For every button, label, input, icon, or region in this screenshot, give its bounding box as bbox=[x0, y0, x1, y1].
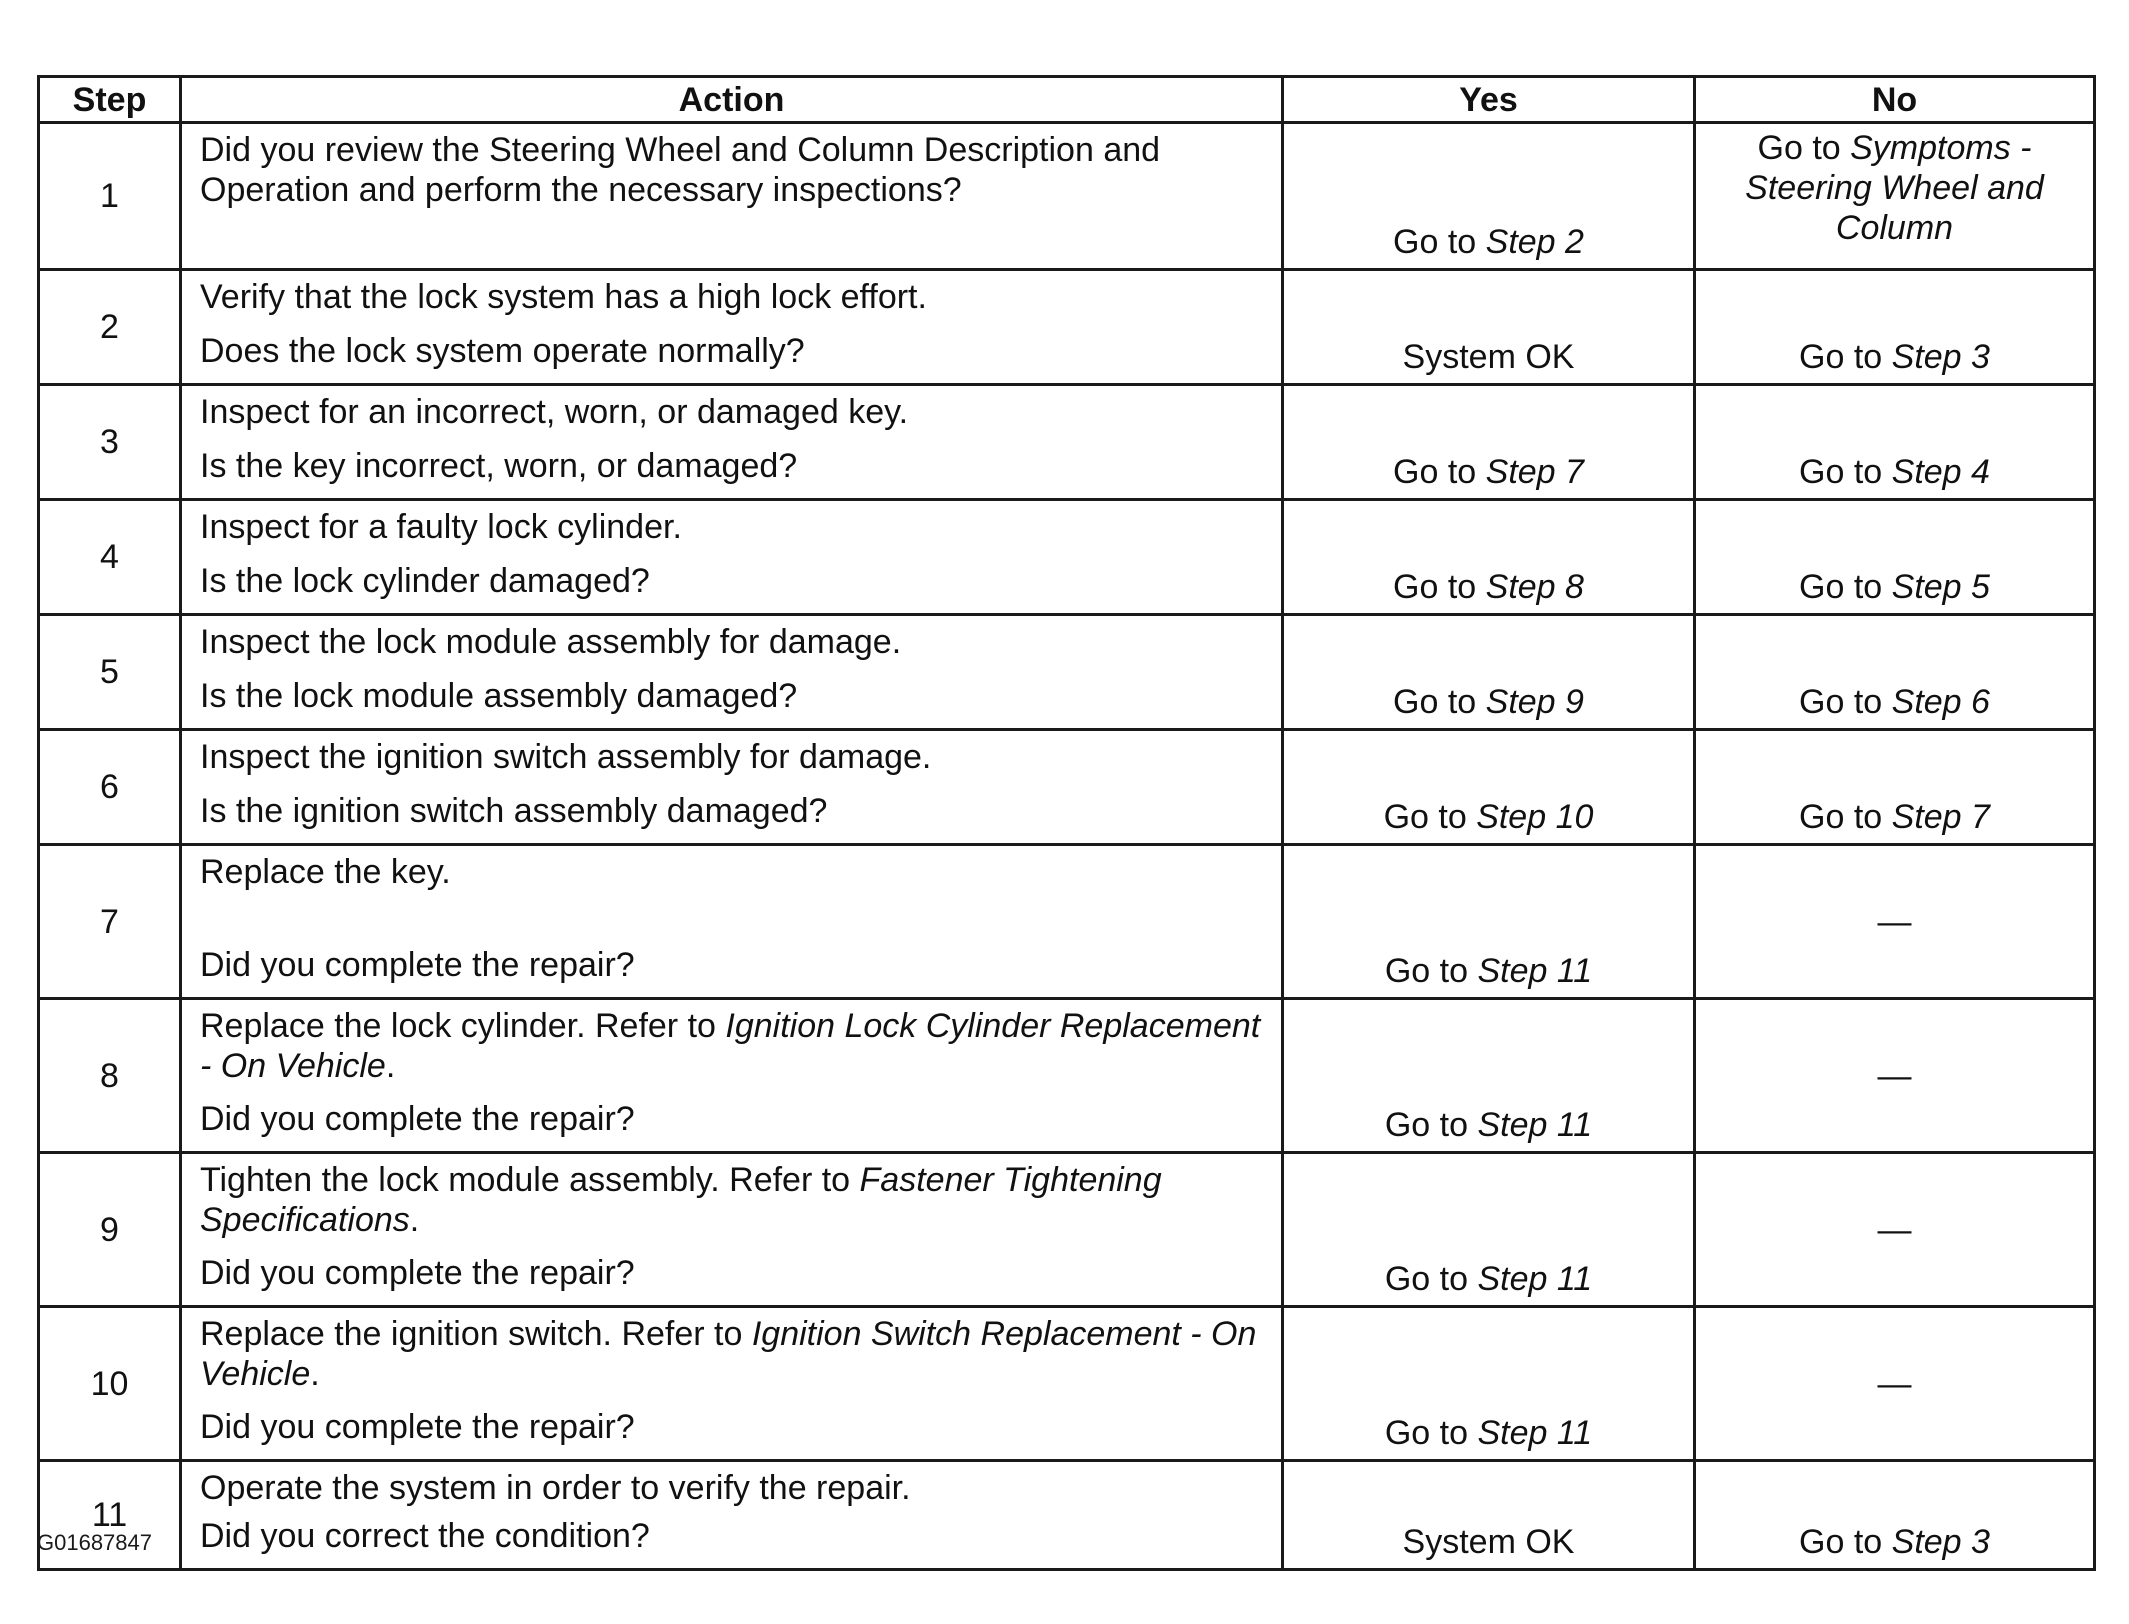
yes-prefix: Go to bbox=[1384, 1106, 1478, 1144]
no-prefix: Go to bbox=[1799, 338, 1892, 376]
diagnostic-table bbox=[37, 75, 2096, 1571]
yes-step-link[interactable]: Step 10 bbox=[1476, 798, 1594, 836]
no-dash: — bbox=[1695, 1153, 2095, 1307]
action-text: Verify that the lock system has a high lock effort. bbox=[200, 278, 927, 316]
no-prefix: Go to bbox=[1799, 1523, 1892, 1561]
no-step-link[interactable]: Step 3 bbox=[1891, 1523, 1990, 1561]
header-action: Action bbox=[181, 77, 1283, 123]
action-text: Operate the system in order to verify the repair. bbox=[200, 1469, 911, 1507]
yes-step-link[interactable]: Step 11 bbox=[1477, 952, 1593, 990]
step-number: 7 bbox=[39, 845, 181, 999]
action-question: Did you complete the repair? bbox=[200, 1100, 635, 1138]
no-cell[interactable] bbox=[1695, 1461, 2095, 1570]
yes-prefix: Go to bbox=[1384, 1414, 1478, 1452]
action-text-suffix: . bbox=[385, 1047, 396, 1085]
action-question: Did you complete the repair? bbox=[200, 1254, 635, 1292]
step-number: 4 bbox=[39, 500, 181, 615]
table-row bbox=[39, 615, 2095, 730]
table-row bbox=[39, 845, 2095, 999]
yes-prefix: Go to bbox=[1393, 683, 1486, 721]
no-symptoms-link[interactable]: Symptoms - Steering Wheel and Column bbox=[1745, 129, 2044, 247]
yes-cell[interactable] bbox=[1283, 615, 1695, 730]
step-number: 11 bbox=[39, 1461, 181, 1570]
no-prefix: Go to bbox=[1757, 129, 1851, 167]
yes-cell[interactable] bbox=[1283, 385, 1695, 500]
header-step: Step bbox=[39, 77, 181, 123]
action-cell bbox=[181, 500, 1283, 615]
procedure-reference-link[interactable]: Fastener Tightening Specifications bbox=[200, 1161, 1162, 1239]
action-text-lead: Replace the ignition switch. Refer to bbox=[200, 1315, 752, 1353]
no-prefix: Go to bbox=[1799, 798, 1892, 836]
action-text-suffix: . bbox=[310, 1355, 320, 1393]
action-cell bbox=[181, 845, 1283, 999]
header-yes: Yes bbox=[1283, 77, 1695, 123]
step-number: 8 bbox=[39, 999, 181, 1153]
no-step-link[interactable]: Step 5 bbox=[1891, 568, 1990, 606]
step-number: 5 bbox=[39, 615, 181, 730]
yes-cell: System OK bbox=[1283, 270, 1695, 385]
action-text bbox=[200, 1160, 1263, 1240]
no-cell[interactable] bbox=[1695, 385, 2095, 500]
no-prefix: Go to bbox=[1799, 683, 1892, 721]
no-dash: — bbox=[1695, 1307, 2095, 1461]
action-text-lead: Tighten the lock module assembly. Refer to bbox=[200, 1161, 860, 1199]
action-cell bbox=[181, 615, 1283, 730]
action-question: Is the lock cylinder damaged? bbox=[200, 562, 650, 600]
action-question: Is the lock module assembly damaged? bbox=[200, 677, 798, 715]
yes-cell[interactable] bbox=[1283, 730, 1695, 845]
action-question: Did you complete the repair? bbox=[200, 946, 635, 984]
no-dash: — bbox=[1695, 999, 2095, 1153]
no-prefix: Go to bbox=[1799, 453, 1892, 491]
yes-prefix: Go to bbox=[1393, 223, 1486, 261]
header-no: No bbox=[1695, 77, 2095, 123]
action-text-suffix: . bbox=[409, 1201, 420, 1239]
table-row bbox=[39, 270, 2095, 385]
step-number: 6 bbox=[39, 730, 181, 845]
action-cell bbox=[181, 1307, 1283, 1461]
yes-cell[interactable] bbox=[1283, 1307, 1695, 1461]
table-row bbox=[39, 1461, 2095, 1570]
step-number: 9 bbox=[39, 1153, 181, 1307]
action-cell bbox=[181, 270, 1283, 385]
action-question: Is the key incorrect, worn, or damaged? bbox=[200, 447, 798, 485]
action-text bbox=[200, 1314, 1263, 1394]
table-row bbox=[39, 730, 2095, 845]
action-text: Inspect the lock module assembly for damage. bbox=[200, 623, 902, 661]
yes-prefix: Go to bbox=[1384, 952, 1478, 990]
procedure-reference-link[interactable]: Ignition Switch Replacement - On Vehicle bbox=[200, 1315, 1257, 1393]
header-row bbox=[39, 77, 2095, 123]
yes-prefix: Go to bbox=[1384, 1260, 1478, 1298]
yes-prefix: Go to bbox=[1393, 568, 1486, 606]
yes-step-link[interactable]: Step 11 bbox=[1477, 1414, 1593, 1452]
yes-cell[interactable] bbox=[1283, 845, 1695, 999]
no-dash: — bbox=[1695, 845, 2095, 999]
yes-prefix: Go to bbox=[1383, 798, 1477, 836]
table-row bbox=[39, 500, 2095, 615]
yes-step-link[interactable]: Step 7 bbox=[1485, 453, 1584, 491]
procedure-reference-link[interactable]: Ignition Lock Cylinder Replacement - On Vehicle bbox=[200, 1007, 1261, 1085]
no-step-link[interactable]: Step 3 bbox=[1891, 338, 1990, 376]
step-number: 2 bbox=[39, 270, 181, 385]
action-text: Inspect the ignition switch assembly for damage. bbox=[200, 738, 932, 776]
table-row bbox=[39, 123, 2095, 270]
action-text: Inspect for a faulty lock cylinder. bbox=[200, 508, 682, 546]
no-cell[interactable] bbox=[1695, 123, 2095, 270]
yes-step-link[interactable]: Step 11 bbox=[1477, 1260, 1593, 1298]
action-question: Did you complete the repair? bbox=[200, 1408, 635, 1446]
table-row bbox=[39, 1153, 2095, 1307]
table-row bbox=[39, 1307, 2095, 1461]
action-question: Is the ignition switch assembly damaged? bbox=[200, 792, 828, 830]
yes-cell: System OK bbox=[1283, 1461, 1695, 1570]
no-prefix: Go to bbox=[1799, 568, 1892, 606]
action-text: Did you review the Steering Wheel and Column Description and Operation and perform the necessary inspections? bbox=[200, 131, 1161, 209]
no-cell[interactable] bbox=[1695, 615, 2095, 730]
action-cell bbox=[181, 123, 1283, 270]
table-body bbox=[39, 123, 2095, 1570]
action-text bbox=[200, 1006, 1263, 1086]
yes-cell[interactable] bbox=[1283, 123, 1695, 270]
table-row bbox=[39, 999, 2095, 1153]
yes-step-link[interactable]: Step 11 bbox=[1477, 1106, 1593, 1144]
action-question: Did you correct the condition? bbox=[200, 1517, 650, 1555]
figure-id: G01687847 bbox=[37, 1530, 152, 1555]
no-cell[interactable] bbox=[1695, 730, 2095, 845]
no-step-link[interactable]: Step 6 bbox=[1891, 683, 1990, 721]
yes-step-link[interactable]: Step 9 bbox=[1485, 683, 1584, 721]
action-question: Does the lock system operate normally? bbox=[200, 332, 805, 370]
table-row bbox=[39, 385, 2095, 500]
no-step-link[interactable]: Step 7 bbox=[1891, 798, 1990, 836]
action-cell bbox=[181, 385, 1283, 500]
action-cell bbox=[181, 1461, 1283, 1570]
no-step-link[interactable]: Step 4 bbox=[1891, 453, 1990, 491]
step-number: 3 bbox=[39, 385, 181, 500]
yes-cell[interactable] bbox=[1283, 500, 1695, 615]
step-number: 10 bbox=[39, 1307, 181, 1461]
no-cell[interactable] bbox=[1695, 270, 2095, 385]
action-cell bbox=[181, 730, 1283, 845]
action-text: Inspect for an incorrect, worn, or damaged key. bbox=[200, 393, 909, 431]
yes-step-link[interactable]: Step 2 bbox=[1485, 223, 1584, 261]
action-cell bbox=[181, 1153, 1283, 1307]
action-text: Replace the key. bbox=[200, 853, 451, 891]
action-cell bbox=[181, 999, 1283, 1153]
yes-step-link[interactable]: Step 8 bbox=[1485, 568, 1584, 606]
yes-prefix: Go to bbox=[1393, 453, 1486, 491]
no-cell[interactable] bbox=[1695, 500, 2095, 615]
yes-cell[interactable] bbox=[1283, 999, 1695, 1153]
step-number: 1 bbox=[39, 123, 181, 270]
action-text-lead: Replace the lock cylinder. Refer to bbox=[200, 1007, 726, 1045]
yes-cell[interactable] bbox=[1283, 1153, 1695, 1307]
